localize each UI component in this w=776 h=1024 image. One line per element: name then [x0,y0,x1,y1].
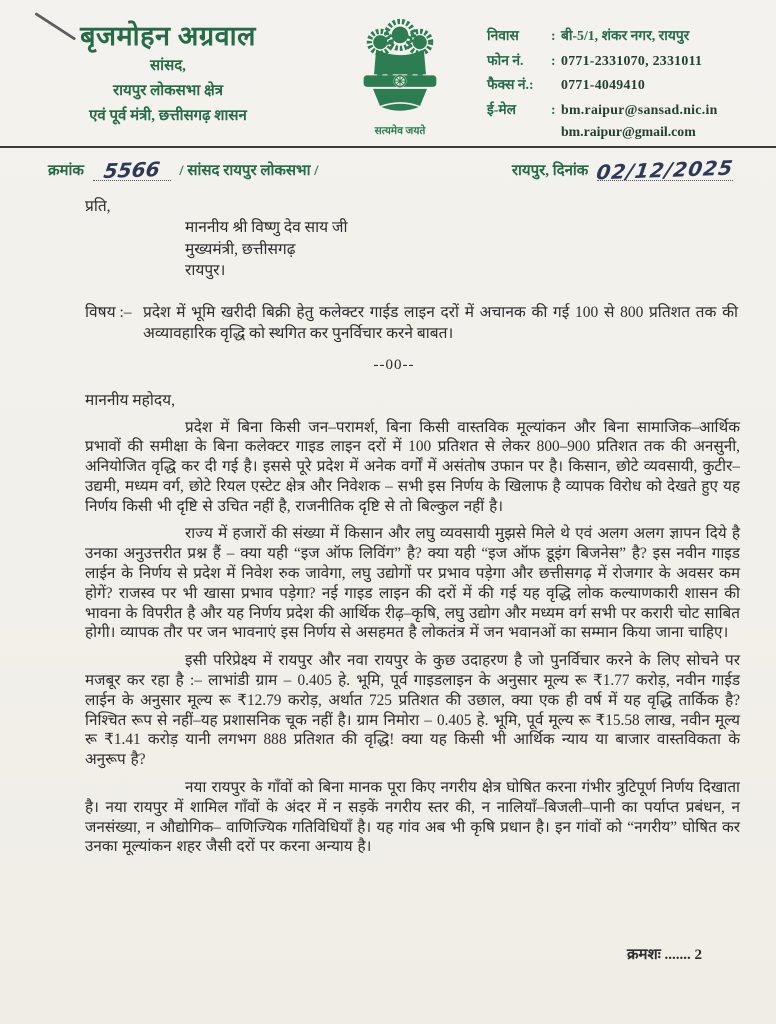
contact-residence [487,24,718,49]
continuation-note: क्रमशः ....... 2 [627,947,702,963]
sender-title-1: सांसद, [150,58,186,74]
handwritten-date: 02/12/2025 [594,155,736,185]
phone-value: 0771-2331070, 2331011 [561,52,703,68]
reference-number-line [93,156,171,181]
reference-number-group [48,156,318,181]
salutation: माननीय महोदय, [85,391,175,409]
email-label: ई-मेल [487,101,516,117]
sender-title-2: रायपुर लोकसभा क्षेत्र [112,83,224,99]
paragraph-4: नया रायपुर के गाँवों को बिना मानक पूरा किए नगरीय क्षेत्र घोषित करना गंभीर त्रुटिपूर्ण निर्णय दिखाता है। नया रायपुर में शामिल गाँवों के अंदर में न सड़कें नगरीय स्तर की, न नालियाँ–बिजली–पानी का पर्याप्त प्रबंधन, न जनसंख्या, न औद्योगिक– वाणिज्यिक गतिविधियाँ है। यह गांव अब भी कृषि प्रधान है। इन गांवों को “नगरीय” घोषित कर उनका मूल्यांकन शहर जैसी दरों पर करना अन्याय है। [85,779,740,856]
handwritten-reference-number: 5566 [101,157,162,183]
recipient-heading: प्रति, [85,198,111,215]
colon: : [551,52,556,68]
residence-label: निवास [487,28,519,43]
reference-suffix: / सांसद रायपुर लोकसभा / [179,163,319,179]
colon: : [551,101,556,117]
place-date-label: रायपुर, दिनांक [511,163,589,179]
subject-label: विषय :– [85,303,132,321]
phone-label: फोन नं. [487,52,524,68]
recipient-line-3: रायपुर। [185,262,226,279]
contact-fax [487,73,718,98]
reference-label: क्रमांक [48,163,84,179]
place-date-group [511,155,738,185]
sender-name: बृजमोहन अग्रवाल [80,21,256,51]
paragraph-2: राज्य में हजारों की संख्या में किसान और लघु व्यवसायी मुझसे मिले थे एवं अलग अलग ज्ञापन दिये है उनका अनुउत्तरीत प्रश्न हैं – क्या यही “इज ऑफ लिविंग” है? क्या यही “इज ऑफ डूइंग बिजनेस” है? इस नवीन गाइड लाईन के निर्णय से प्रदेश में निवेश रुक जावेगा, लघु उद्योगों पर प्रभाव पड़ेगा और छत्तीसगढ़ में रोजगार के अवसर कम होगें? राजस्व पर भी खासा प्रभाव पड़ेगा? नई गाइड लाइन की दरों में की गई यह वृद्धि लोक कल्याणकारी शासन की भावना के विपरीत है और यह निर्णय प्रदेश की आर्थिक रीढ़–कृषि, लघु उद्योग और मध्यम वर्ग सभी पर करारी चोट साबित होगी। व्यापक तौर पर जन भावनाएं इस निर्णय से असहमत है लोकतंत्र में जन भवानओं का सम्मान किया जाना चाहिए। [85,525,740,642]
letterhead [0,0,776,148]
residence-value: बी-5/1, शंकर नगर, रायपुर [561,28,690,43]
fax-value: 0771-4049410 [561,77,646,92]
ashoka-emblem-icon [348,10,452,118]
paragraph-3: इसी परिप्रेक्ष्य में रायपुर और नवा रायपुर के कुछ उदाहरण है जो पुनर्विचार करने के लिए सोचने पर मजबूर कर रहा है :– लाभांडी ग्राम – 0.405 हे. भूमि, पूर्व गाइडलाइन के अनुसार मूल्य रू ₹1.77 करोड़, नवीन गाईड लाईन के अनुसार मूल्य रू ₹12.79 करोड़, अर्थात 725 प्रतिशत की उछाल, क्या एक ही वर्ष में यह वृद्धि तार्किक है? निश्चित रूप से नहीं–यह प्रशासनिक चूक नहीं है। ग्राम निमोरा – 0.405 हे. भूमि, पूर्व मूल्य रू ₹15.58 लाख, नवीन मूल्य रू ₹1.41 करोड़ यानी लगभग 888 प्रतिशत की वृद्धि! क्या यह किसी भी आर्थिक न्याय या बाजार वास्तविकता के अनुरूप है? [85,652,740,769]
emblem-motto: सत्यमेव जयते [374,126,426,137]
email-value-1: bm.raipur@sansad.nic.in [561,101,718,117]
contact-email [487,98,718,123]
sender-title-3: एवं पूर्व मंत्री, छत्तीसगढ़ शासन [89,108,247,124]
colon [551,73,561,98]
sender-identity [38,20,298,127]
colon: : [551,28,556,43]
contact-phone [487,49,718,74]
email-value-2: bm.raipur@gmail.com [561,124,696,139]
subject-text: प्रदेश में भूमि खरीदी बिक्री हेतु कलेक्टर गाईड लाइन दरों में अचानक की गई 100 से 800 प्रतिशत तक की अव्यावहारिक वृद्धि को स्थगित कर पुनर्विचार करने बाबत। [143,303,738,342]
date-line [594,155,736,185]
reference-row [48,155,738,185]
paragraph-1: प्रदेश में बिना किसी जन–परामर्श, बिना किसी वास्तविक मूल्यांकन और बिना सामाजिक–आर्थिक प्रभावों की समीक्षा के बिना कलेक्टर गाइड लाइन दरों में 100 प्रतिशत से लेकर 800–900 प्रतिशत तक की अनसुनी, अनियोजित वृद्धि कर दी गई है। इससे पूरे प्रदेश में अनेक वर्गों में असंतोष उफान पर है। किसान, छोटे व्यवसायी, कुटीर–उद्यमी, मध्यम वर्ग, छोटे रियल एस्टेट क्षेत्र और निवेशक – सभी इस निर्णय के खिलाफ है व्यापक विरोध को देखते हुए यह निर्णय किसी भी दृष्टि से उचित नहीं है, राजनीतिक दृष्टि से तो बिल्कुल नहीं है। [85,418,740,515]
letter-body [48,196,740,857]
section-separator: --00-- [373,356,415,373]
contact-details [487,24,718,142]
recipient-line-2: मुख्यमंत्री, छत्तीसगढ़ [185,240,296,258]
subject-block [85,302,740,345]
recipient-line-1: माननीय श्री विष्णु देव साय जी [185,219,348,236]
recipient-address [185,217,740,282]
fax-label: फैक्स नं.: [487,77,534,92]
national-emblem-block [336,10,464,138]
